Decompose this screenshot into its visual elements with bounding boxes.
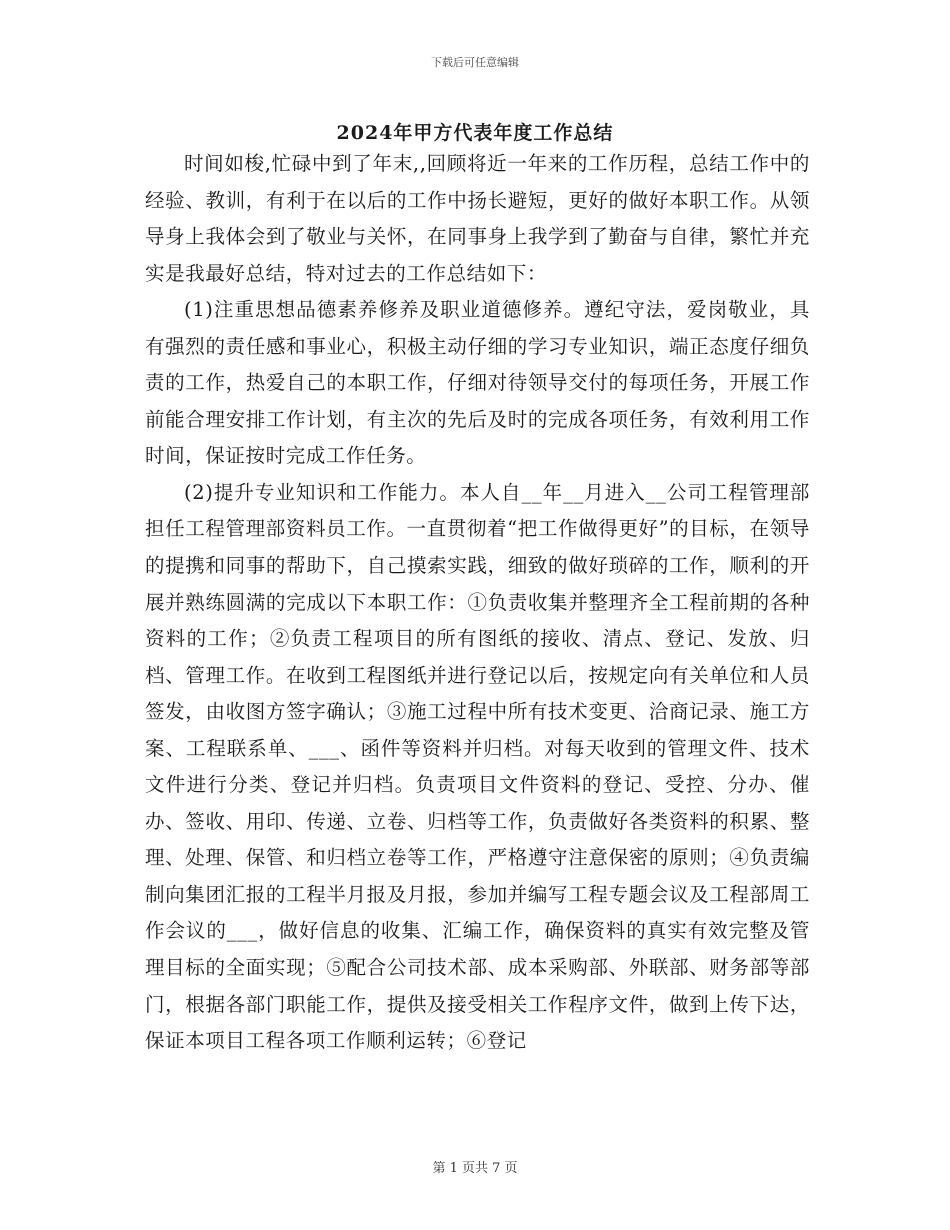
paragraph-item-1: (1)注重思想品德素养修养及职业道德修养。遵纪守法，爱岗敬业，具有强烈的责任感和事业心，积极主动仔细的学习专业知识，端正态度仔细负责的工作，热爱自己的本职工作，仔细对待领导交付的每项任务，开展工作前能合理安排工作计划，有主次的先后及时的完成各项任务，有效利用工作时间，保证按时完成工作任务。 xyxy=(145,298,810,468)
paragraph-intro: 时间如梭,忙碌中到了年末,,回顾将近一年来的工作历程，总结工作中的经验、教训，有利于在以后的工作中扬长避短，更好的做好本职工作。从领导身上我体会到了敬业与关怀，在同事身上我学到了勤奋与自律，繁忙并充实是我最好总结，特对过去的工作总结如下： xyxy=(145,152,810,285)
paragraph-item-2: (2)提升专业知识和工作能力。本人自__年__月进入__公司工程管理部担任工程管理部资料员工作。一直贯彻着“把工作做得更好”的目标，在领导的提携和同事的帮助下，自己摸索实践，细致的做好琐碎的工作，顺利的开展并熟练圆满的完成以下本职工作：①负责收集并整理齐全工程前期的各种资料的工作；②负责工程项目的所有图纸的接收、清点、登记、发放、归档、管理工作。在收到工程图纸并进行登记以后，按规定向有关单位和人员签发，由收图方签字确认；③施工过程中所有技术变更、洽商记录、施工方案、工程联系单、___、函件等资料并归档。对每天收到的管理文件、技术文件进行分类、登记并归档。负责项目文件资料的登记、受控、分办、催办、签收、用印、传递、立卷、归档等工作，负责做好各类资料的积累、整理、处理、保管、和归档立卷等工作，严格遵守注意保密的原则；④负责编制向集团汇报的工程半月报及月报，参加并编写工程专题会议及工程部周工作会议的___，做好信息的收集、汇编工作，确保资料的真实有效完整及管理目标的全面实现；⑤配合公司技术部、成本采购部、外联部、财务部等部门，根据各部门职能工作，提供及接受相关工作程序文件，做到上传下达，保证本项目工程各项工作顺利运转；⑥登记 xyxy=(145,480,810,1053)
document-title: 2024年甲方代表年度工作总结 xyxy=(336,122,614,144)
header-note: 下载后可任意编辑 xyxy=(431,56,519,69)
page-number: 第 1 页共 7 页 xyxy=(432,1161,518,1176)
document-body xyxy=(145,146,810,1060)
